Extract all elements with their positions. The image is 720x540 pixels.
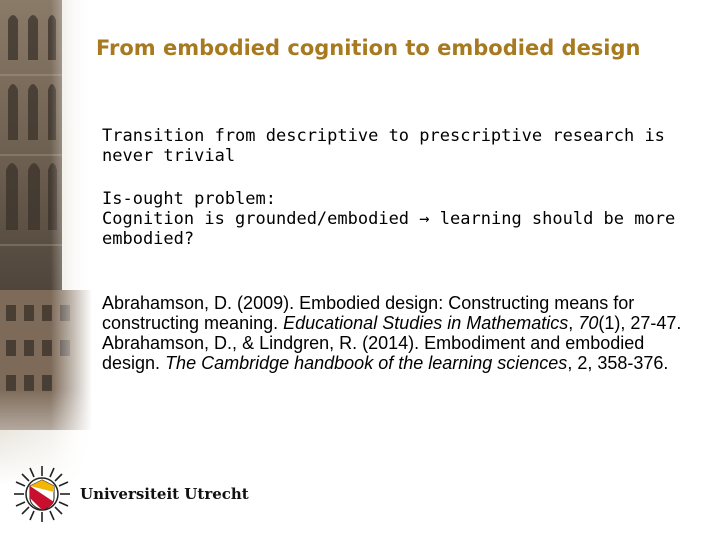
reference-item bbox=[102, 293, 682, 333]
reference-journal: Educational Studies in Mathematics bbox=[283, 313, 569, 333]
university-logo bbox=[10, 462, 249, 526]
reference-text: (1), 27-47. bbox=[598, 313, 682, 333]
arrow-icon: → bbox=[419, 209, 430, 229]
is-ought-premise: Cognition is grounded/embodied bbox=[102, 209, 410, 229]
university-name: Universiteit Utrecht bbox=[80, 485, 249, 503]
slide-title: From embodied cognition to embodied design bbox=[96, 36, 641, 60]
cathedral-tower-image bbox=[0, 0, 92, 540]
reference-text: Abrahamson, D., & Lindgren, R. (2014). Embodiment and embodied design. bbox=[102, 333, 645, 373]
paragraph-transition: Transition from descriptive to prescriptive research is never trivial bbox=[102, 126, 665, 166]
reference-volume: 70 bbox=[578, 313, 599, 333]
is-ought-conclusion: learning should be more embodied? bbox=[102, 209, 676, 249]
references bbox=[102, 293, 682, 373]
is-ought-heading: Is-ought problem: bbox=[102, 189, 276, 209]
paragraph-is-ought bbox=[102, 189, 702, 249]
reference-text: , bbox=[568, 313, 574, 333]
sun-emblem-icon bbox=[10, 462, 74, 526]
reference-text: Abrahamson, D. (2009). Embodied design: Constructing means for constructing meaning. bbox=[102, 293, 635, 333]
reference-item bbox=[102, 333, 682, 373]
reference-book: The Cambridge handbook of the learning sciences bbox=[165, 353, 568, 373]
reference-text: , 2, 358-376. bbox=[567, 353, 669, 373]
